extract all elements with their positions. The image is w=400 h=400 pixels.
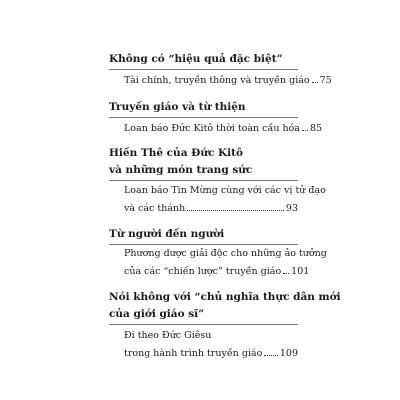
entry-text: trong hành trình truyền giáo [124, 348, 263, 359]
section-title: Nói không với “chủ nghĩa thực dân mới [109, 291, 341, 303]
entry-text: và các thánh [124, 203, 186, 214]
section-title-continued: của giới giáo sĩ” [109, 308, 205, 320]
entry-text: Tài chính, truyền thông và truyền giáo [124, 75, 310, 86]
page-number: 109 [279, 348, 298, 359]
dot-leader [187, 203, 284, 211]
section-divider [109, 117, 298, 118]
toc-entry [124, 348, 298, 360]
toc-entry [124, 266, 310, 278]
section-title: Không có “hiệu quả đặc biệt” [109, 53, 283, 65]
entry-text: Loan báo Đức Kitô thời toàn cầu hóa [124, 123, 300, 134]
toc-entry [124, 123, 323, 135]
page-number: 85 [309, 123, 323, 134]
page-number: 75 [319, 75, 332, 86]
section-divider [109, 180, 298, 181]
dot-leader [283, 266, 289, 274]
dot-leader [312, 75, 318, 83]
entry-text-line: Loan báo Tin Mừng cùng với các vị tử đạo [124, 185, 326, 196]
page-number: 101 [291, 266, 310, 277]
toc-entry [124, 75, 332, 87]
section-title: Truyền giáo và từ thiện [109, 101, 246, 113]
dot-leader [302, 123, 308, 131]
entry-text-line: Đi theo Đức Giêsu [124, 330, 212, 341]
section-divider [109, 244, 298, 245]
entry-text-line: Phương dược giải độc cho những ảo tưởng [124, 248, 327, 259]
section-title: Hiền Thê của Đức Kitô [109, 147, 243, 159]
entry-text: của các “chiến lược” truyền giáo [124, 266, 282, 277]
dot-leader [264, 348, 278, 356]
page-number: 93 [285, 203, 298, 214]
section-title-continued: và những món trang sức [109, 164, 253, 176]
section-divider [109, 69, 298, 70]
section-title: Từ người đến người [109, 228, 225, 240]
section-divider [109, 324, 298, 325]
toc-entry [124, 203, 298, 215]
